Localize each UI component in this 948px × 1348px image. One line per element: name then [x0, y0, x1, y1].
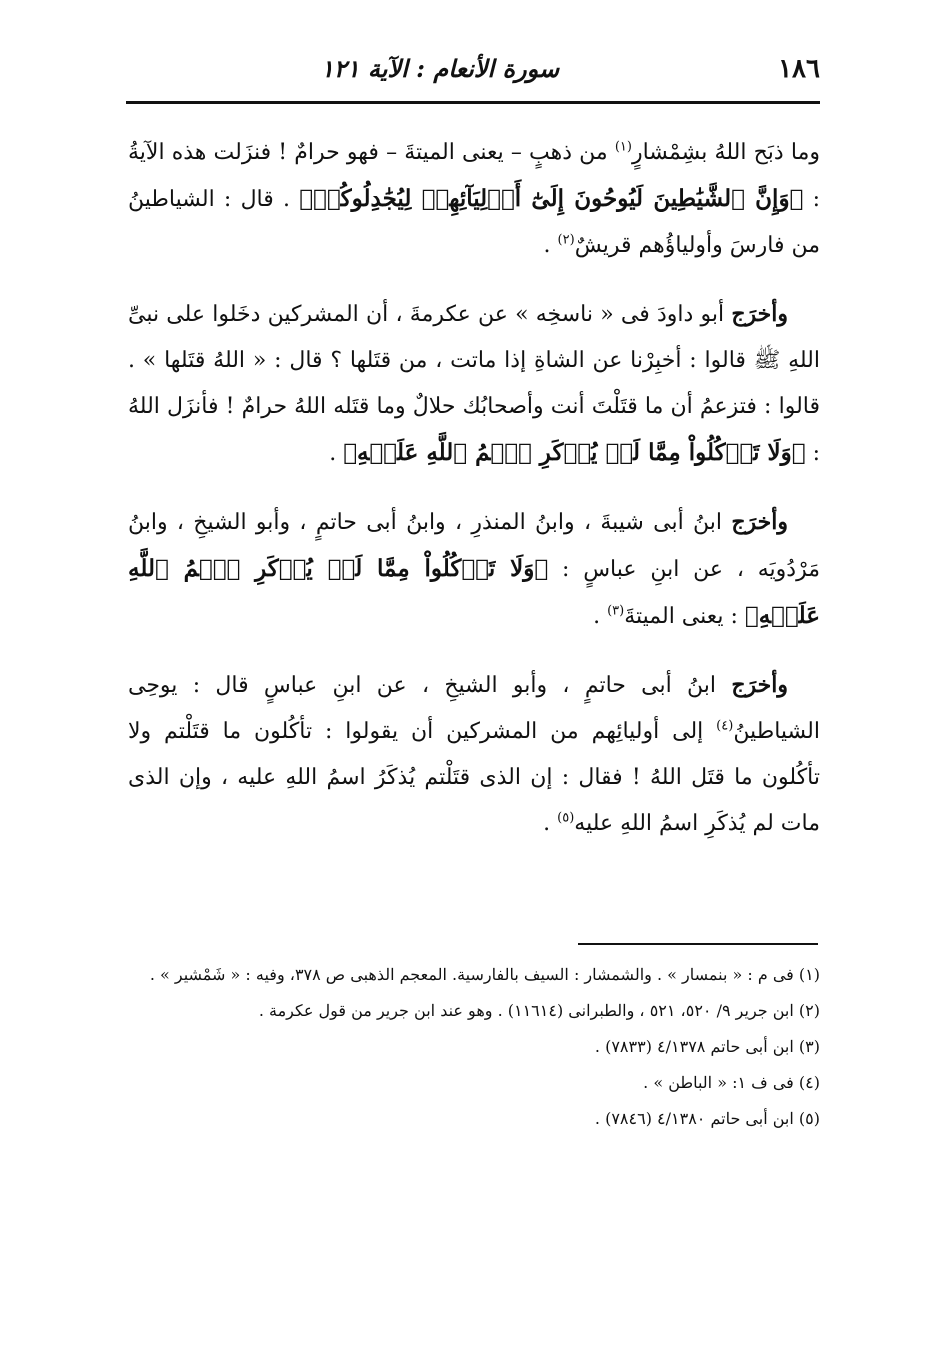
footnote-ref-4[interactable]: (٤) — [716, 718, 734, 734]
footnotes — [128, 960, 820, 1140]
page-number: ١٨٦ — [778, 54, 820, 84]
paragraph-2-source-keyword: وأخرَج — [731, 301, 788, 327]
paragraph-2 — [128, 291, 820, 477]
footnote-3: (٣) ابن أبى حاتم ٤/١٣٧٨ (٧٨٣٣) . — [594, 1037, 820, 1056]
paragraph-1-opening: وما ذبَح اللهُ بشِمْشارٍ — [631, 140, 820, 165]
running-title: سورة الأنعام : الآية ١٢١ — [320, 54, 560, 83]
main-text — [128, 118, 820, 869]
paragraph-1-text-2: . قال : الشياطينُ من فارسَ وأولياؤُهم قريشٌ — [128, 187, 820, 258]
footnote-2: (٢) ابن جرير ٩/ ٥٢٠، ٥٢١ ، والطبرانى (١١٦١٤) . وهو عند ابن جرير من قول عكرمة . — [258, 1001, 820, 1020]
paragraph-4-text: ابنُ أبى حاتمٍ ، وأبو الشيخِ ، عن ابنِ عباسٍ قال : يوحِى الشياطينُ — [128, 673, 820, 744]
paragraph-3-text: ابنُ أبى شيبةَ ، وابنُ المنذرِ ، وابنُ أبى حاتمٍ ، وأبو الشيخِ ، وابنُ مَرْدُويَه ، عن ابنِ عباسٍ : — [128, 510, 820, 582]
footnote-5: (٥) ابن أبى حاتم ٤/١٣٨٠ (٧٨٤٦) . — [594, 1109, 820, 1128]
footnote-ref-5[interactable]: (٥) — [557, 810, 575, 826]
paragraph-1-text: من ذهبٍ – يعنى الميتةَ – فهو حرامٌ ! فنزَلت هذه الآيةُ : — [128, 140, 821, 212]
paragraph-2-text: أبو داودَ فى « ناسخِه » عن عكرمةَ ، أن المشركين دخَلوا على نبىِّ اللهِ ﷺ قالوا : أخبِرْنا عن الشاةِ إذا ماتت ، من قتَلها ؟ قال : « اللهُ قتَلها » . قالوا : فتزعمُ أن ما قتَلْتَ أنت وأصحابُك حلالٌ وما قتَله اللهُ حرامٌ ! فأنزَل اللهُ : — [128, 302, 820, 466]
paragraph-1 — [128, 130, 820, 269]
paragraph-3 — [128, 499, 820, 640]
footnote-1: (١) فى م : « بنمسار » . والشمشار : السيف بالفارسية. المعجم الذهبى ص ٣٧٨، وفيه : « شَمْشير » . — [149, 965, 820, 984]
paragraph-3-end: . — [593, 604, 608, 629]
footnote-ref-1[interactable]: (١) — [614, 139, 632, 155]
footnote-ref-3[interactable]: (٣) — [607, 603, 625, 619]
footnote-4: (٤) فى ف ١: « الباطن » . — [643, 1073, 820, 1092]
paragraph-3-source-keyword: وأخرَج — [731, 509, 788, 535]
paragraph-4 — [128, 662, 820, 847]
footnote-ref-2[interactable]: (٢) — [557, 232, 575, 248]
paragraph-4-end: . — [543, 811, 558, 836]
quran-verse: ﴿وَلَا تَأۡكُلُواْ مِمَّا لَمۡ يُذۡكَرِ ٱسۡمُ ٱللَّهِ عَلَيۡهِ﴾ — [128, 555, 820, 629]
paragraph-3-text-2: : يعنى الميتةَ — [624, 604, 745, 629]
page-header — [120, 48, 820, 98]
paragraph-1-end: . — [543, 233, 558, 258]
header-divider — [126, 101, 820, 104]
paragraph-4-source-keyword: وأخرَج — [731, 672, 788, 698]
paragraph-2-end: . — [329, 441, 344, 466]
footnote-divider — [578, 943, 818, 945]
paragraph-4-text-2: إلى أوليائِهم من المشركين أن يقولوا : تأكُلون ما قتَلْتم ولا تأكُلون ما قتَل اللهُ ! فقال : إن الذى قتَلْتم يُذكَرُ اسمُ اللهِ عليه ، وإن الذى مات لم يُذكَرِ اسمُ اللهِ عليه — [128, 719, 820, 836]
quran-verse: ﴿وَلَا تَأۡكُلُواْ مِمَّا لَمۡ يُذۡكَرِ ٱسۡمُ ٱللَّهِ عَلَيۡهِ﴾ — [343, 439, 806, 466]
quran-verse: ﴿وَإِنَّ ٱلشَّيَٰطِينَ لَيُوحُونَ إِلَىٰٓ أَوۡلِيَآئِهِمۡ لِيُجَٰدِلُوكُمۡ﴾ — [299, 185, 804, 212]
